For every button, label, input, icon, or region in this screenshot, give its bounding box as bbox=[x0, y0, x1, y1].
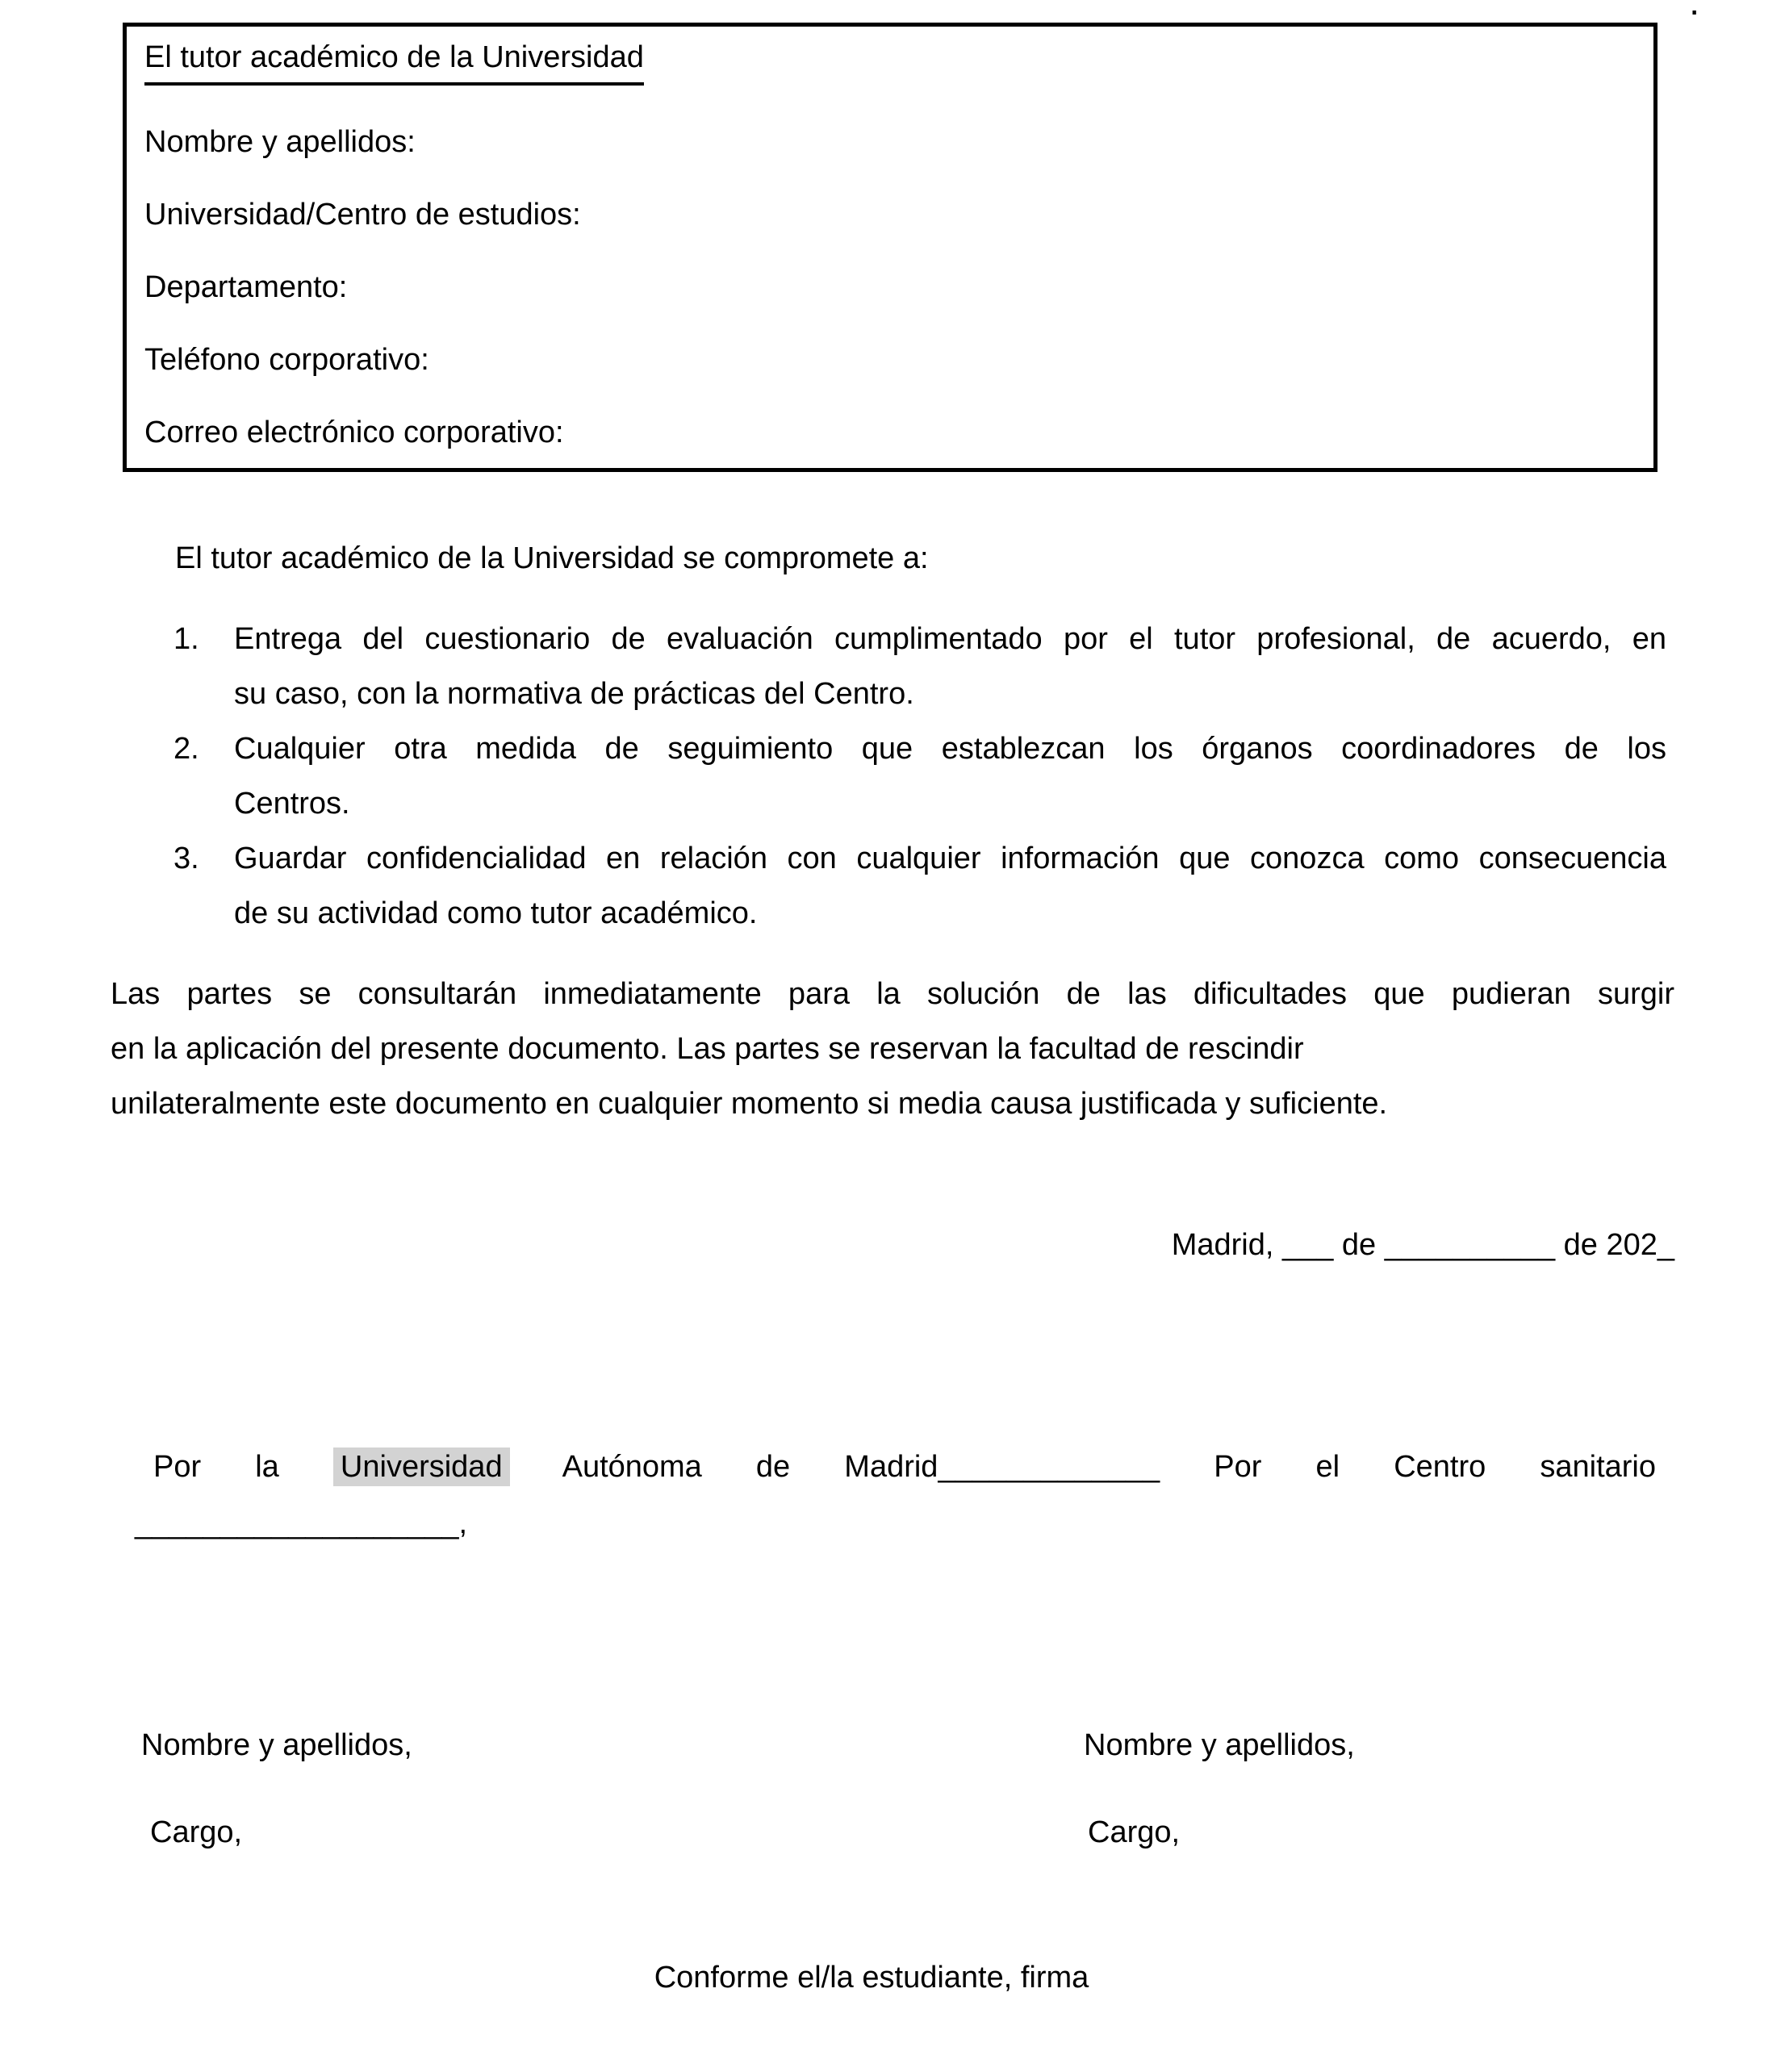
student-conformity-line: Conforme el/la estudiante, firma bbox=[654, 1961, 1089, 1995]
list-item-2-line-1: Cualquier otra medida de seguimiento que establezcan los órganos coordinadores de los bbox=[234, 732, 1666, 766]
tutor-box-title-row bbox=[144, 38, 1636, 86]
signature-left-name-label: Nombre y apellidos, bbox=[141, 1728, 412, 1762]
list-item-1-line-1: Entrega del cuestionario de evaluación cumplimentado por el tutor profesional, de acuerdo, en bbox=[234, 622, 1666, 656]
field-label-name: Nombre y apellidos: bbox=[144, 125, 416, 159]
consultation-paragraph bbox=[111, 967, 1674, 1131]
parties-pre-text: Por la bbox=[153, 1450, 279, 1484]
signature-right-role-label: Cargo, bbox=[1088, 1815, 1181, 1849]
list-item-3-line-1: Guardar confidencialidad en relación con cualquier información que conozca como consecuencia bbox=[234, 842, 1666, 875]
list-item-1-number: 1. bbox=[173, 622, 199, 656]
commitments-intro: El tutor académico de la Universidad se compromete a: bbox=[175, 541, 929, 575]
parties-university-text: Autónoma de Madrid_____________ bbox=[562, 1450, 1160, 1484]
consultation-line-2: en la aplicación del presente documento. Las partes se reservan la facultad de rescindir bbox=[111, 1032, 1304, 1066]
field-label-department: Departamento: bbox=[144, 270, 348, 304]
tutor-info-box bbox=[123, 23, 1658, 472]
signature-right-name-label: Nombre y apellidos, bbox=[1084, 1728, 1355, 1762]
list-item-2 bbox=[173, 721, 1666, 831]
list-item-2-line-2: Centros. bbox=[234, 787, 350, 821]
list-item-2-number: 2. bbox=[173, 732, 199, 766]
list-item-3-number: 3. bbox=[173, 842, 199, 875]
parties-line bbox=[153, 1446, 1656, 1488]
field-label-university: Universidad/Centro de estudios: bbox=[144, 198, 581, 232]
list-item-3 bbox=[173, 831, 1666, 941]
list-item-1 bbox=[173, 612, 1666, 721]
field-label-email: Correo electrónico corporativo: bbox=[144, 416, 564, 449]
date-place-line: Madrid, ___ de __________ de 202_ bbox=[1171, 1228, 1674, 1262]
parties-highlighted-word: Universidad bbox=[333, 1447, 510, 1486]
page-corner-mark: . bbox=[1689, 0, 1699, 23]
tutor-box-title: El tutor académico de la Universidad bbox=[144, 38, 644, 86]
list-item-3-line-2: de su actividad como tutor académico. bbox=[234, 896, 758, 930]
consultation-line-3: unilateralmente este documento en cualquier momento si media causa justificada y suficiente. bbox=[111, 1087, 1388, 1121]
parties-center-text: Por el Centro sanitario bbox=[1214, 1450, 1656, 1484]
field-label-phone: Teléfono corporativo: bbox=[144, 343, 429, 377]
signature-left-role-label: Cargo, bbox=[150, 1815, 243, 1849]
parties-blank-line: ___________________, bbox=[135, 1506, 468, 1540]
consultation-line-1: Las partes se consultarán inmediatamente para la solución de las dificultades que pudieran surgir bbox=[111, 977, 1674, 1011]
list-item-1-line-2: su caso, con la normativa de prácticas del Centro. bbox=[234, 677, 914, 711]
